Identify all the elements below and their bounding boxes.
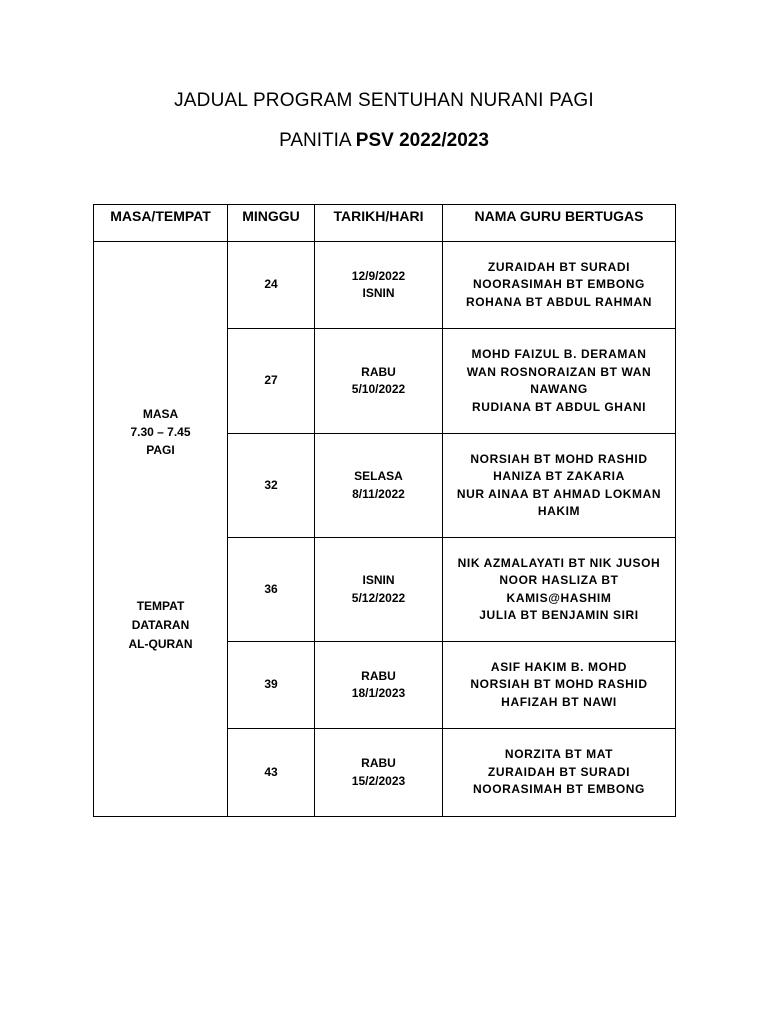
tempat-label: TEMPAT [136, 598, 185, 613]
table-row [94, 242, 676, 329]
minggu-cell: 24 [228, 242, 315, 329]
date-cell [315, 538, 443, 642]
date-cell [315, 242, 443, 329]
teacher-name: NUR AINAA BT AHMAD LOKMAN [456, 486, 662, 501]
tempat-line1: DATARAN [131, 617, 190, 632]
tempat-block [98, 597, 223, 654]
date-cell [315, 729, 443, 817]
teacher-name: NOOR HASLIZA BT [499, 573, 619, 587]
header-minggu: MINGGU [228, 205, 315, 242]
date-line2: ISNIN [362, 286, 395, 300]
date-line2: 5/10/2022 [351, 382, 406, 396]
date-line1: ISNIN [362, 573, 395, 587]
teacher-name: JULIA BT BENJAMIN SIRI [479, 608, 639, 622]
minggu-cell: 32 [228, 434, 315, 538]
teacher-name: NOORASIMAH BT EMBONG [473, 277, 645, 292]
teacher-name: ZURAIDAH BT SURADI [487, 259, 631, 274]
teacher-name: NORSIAH BT MOHD RASHID [470, 451, 648, 466]
date-line2: 8/11/2022 [352, 486, 405, 501]
date-line2: 5/12/2022 [351, 590, 406, 605]
minggu-cell: 39 [228, 642, 315, 729]
teacher-name: NORZITA BT MAT [504, 747, 614, 762]
teacher-name: ROHANA BT ABDUL RAHMAN [465, 294, 653, 309]
teacher-name: HANIZA BT ZAKARIA [493, 469, 625, 483]
names-cell [443, 434, 676, 538]
teacher-name: KAMIS@HASHIM [506, 590, 612, 605]
date-cell [315, 329, 443, 434]
date-line1: SELASA [354, 469, 403, 483]
teacher-name: RUDIANA BT ABDUL GHANI [471, 399, 647, 414]
header-masa-tempat: MASA/TEMPAT [94, 205, 228, 242]
date-line1: RABU [361, 364, 396, 379]
subtitle-bold: PSV 2022/2023 [355, 130, 489, 151]
names-cell [443, 729, 676, 817]
date-line2: 15/2/2023 [351, 773, 406, 788]
minggu-cell: 36 [228, 538, 315, 642]
teacher-name: HAKIM [537, 504, 581, 518]
header-tarikh-hari: TARIKH/HARI [315, 205, 443, 242]
teacher-name: NAWANG [530, 382, 588, 396]
date-line1: 12/9/2022 [351, 268, 406, 283]
teacher-name: NORSIAH BT MOHD RASHID [470, 677, 648, 692]
header-nama-guru: NAMA GURU BERTUGAS [443, 205, 676, 242]
document-title: JADUAL PROGRAM SENTUHAN NURANI PAGI [174, 90, 594, 111]
masa-block [98, 405, 223, 459]
duty-schedule-table [93, 204, 676, 817]
header-row [94, 205, 676, 242]
date-cell [315, 642, 443, 729]
masa-period: PAGI [146, 442, 175, 457]
teacher-name: NOORASIMAH BT EMBONG [473, 782, 645, 797]
minggu-cell: 27 [228, 329, 315, 434]
teacher-name: MOHD FAIZUL B. DERAMAN [471, 347, 647, 361]
names-cell [443, 642, 676, 729]
teacher-name: ASIF HAKIM B. MOHD [490, 659, 628, 674]
masa-time: 7.30 – 7.45 [130, 424, 191, 439]
date-cell [315, 434, 443, 538]
teacher-name: NIK AZMALAYATI BT NIK JUSOH [457, 555, 661, 570]
date-line2: 18/1/2023 [351, 686, 406, 700]
document-subtitle [0, 130, 768, 152]
tempat-line2: AL-QURAN [128, 636, 193, 651]
masa-label: MASA [142, 406, 179, 421]
teacher-name: HAFIZAH BT NAWI [501, 694, 617, 709]
teacher-name: ZURAIDAH BT SURADI [487, 764, 631, 779]
masa-tempat-cell [94, 242, 228, 817]
date-line1: RABU [361, 756, 396, 770]
names-cell [443, 242, 676, 329]
names-cell [443, 538, 676, 642]
date-line1: RABU [361, 668, 396, 683]
minggu-cell: 43 [228, 729, 315, 817]
teacher-name: WAN ROSNORAIZAN BT WAN [466, 364, 652, 379]
names-cell [443, 329, 676, 434]
subtitle-prefix: PANITIA [279, 130, 351, 151]
